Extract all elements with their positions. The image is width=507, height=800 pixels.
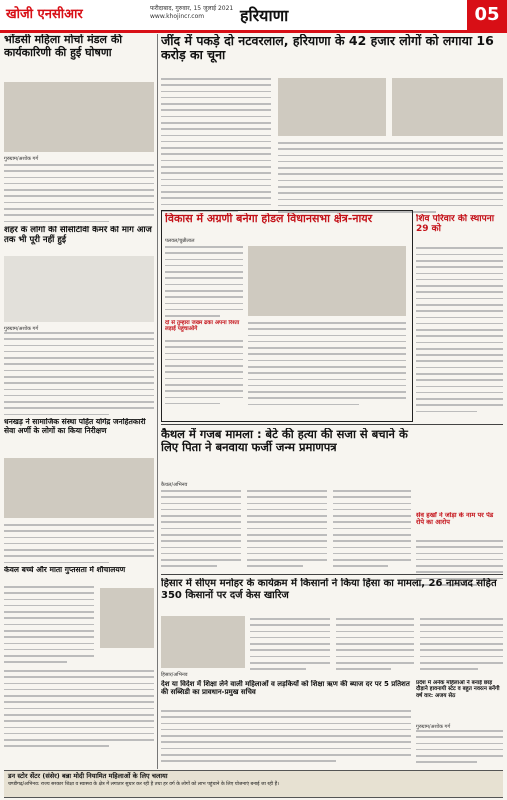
body-dhankhad [4, 524, 154, 568]
body-kaithal-col3 [333, 490, 411, 572]
headline-ajay-seth: प्रदेश में अनेक महिलाओं ने बनाई छाड़ दौड़ाने हावनायी स्टेट व बहुत नवरत्न बनेंगी वर्ष वार: अजय सेठ [416, 680, 500, 699]
banner-headline: डन स्टोर सेंटर (संसेर) बन्ना मोदी नियामित महिलाओं के लिए चलाया [8, 772, 168, 780]
article-cctv [4, 226, 154, 254]
headline-cctv: शहर के लोगों की सीसीटीवी कैमरे की मांग आज तक भी पूरी नहीं हुई [4, 226, 152, 245]
bottom-banner [4, 770, 503, 798]
photo-dhankhad [4, 458, 154, 518]
headline-jind: जींद में पकड़े दो नटवरलाल, हरियाणा के 42 हजार लोगों को लगाया 16 करोड़ का चूना [161, 34, 494, 63]
divider-hisar [161, 574, 503, 575]
photo-hisar [161, 616, 245, 668]
photo-cctv-cameras [4, 256, 154, 322]
article-ajay-seth [416, 680, 503, 720]
hodal-subhead: दो से तुम्हारा जख्म ढका अपना रिश्ता लड़ाई पहुंचाओगे [165, 320, 240, 333]
byline-bhondsi: गुरुग्राम/अशोक गर्ग [4, 156, 39, 162]
body-ajay-seth [416, 730, 503, 768]
article-jind [161, 34, 503, 74]
byline-hisar: हिसार/अभिनव [161, 672, 188, 678]
headline-shiv: शिव परिवार की स्थापना 29 को [416, 214, 495, 235]
date-line [150, 5, 233, 21]
masthead [0, 0, 507, 33]
article-kaithal [161, 428, 411, 478]
byline-hodal: पलवल/चुन्नीलाल [165, 238, 195, 244]
body-hisar-col3 [336, 618, 414, 675]
body-hodal-col1 [165, 246, 243, 321]
headline-dhankhad: धनखड़ ने सामाजिक संस्था पहिंत योगेंद्र जनहितकारी सेवा अर्णी के लोगों का किया निरीक्षण [4, 418, 146, 435]
byline-cctv: गुरुग्राम/अशोक गर्ग [4, 326, 39, 332]
byline-ajay-seth: गुरुग्राम/अशोक गर्ग [416, 724, 451, 730]
article-hodal [165, 213, 409, 233]
divider-kaithal [161, 424, 503, 425]
byline-kaithal: कैथल/अभिनव [161, 482, 188, 488]
body-right-col [416, 216, 503, 417]
column-divider-left [157, 34, 158, 769]
article-shiv [416, 214, 503, 244]
body-jind-col1 [161, 78, 271, 216]
photo-portrait [100, 588, 154, 648]
photo-bhondsi-meeting [4, 82, 154, 152]
photo-jind-accused [392, 78, 503, 136]
banner-text: चण्डीगढ़/अभिनव: राज्य सरकार शिक्षा व स्वास्थ्य के क्षेत्र में लगातार सुधार कर रही है तथा हर वर्ग के लोगों को लाभ पहुंचाने के लिए योजनाएं बनाई जा रही हैं। [8, 782, 279, 788]
body-hodal-col2 [248, 322, 406, 410]
body-toilet [4, 586, 94, 668]
headline-bhondsi: भोंडसी महिला मोर्चा मंडल की कार्यकारिणी की हुई घोषणा [4, 34, 123, 59]
headline-hisar: हिसार में सीएम मनोहर के कार्यक्रम में किसानों ने किया हिंसा का मामला, 26 नामजद सहित 350 किसानों पर दर्ज केस खारिज [161, 578, 497, 601]
headline-hodal: विकास में अग्रणी बनेगा होडल विधानसभा क्षेत्र-नायर [165, 213, 373, 225]
body-kaithal-col2 [247, 490, 327, 572]
brand-logo: खोजी एनसीआर [6, 7, 83, 22]
body-cctv [4, 332, 154, 420]
body-toilet-2 [4, 670, 154, 752]
body-edu-loan [161, 710, 411, 767]
body-bhondsi [4, 164, 154, 234]
body-kaithal-col1 [161, 490, 241, 572]
article-hisar [161, 578, 503, 612]
website-text: www.khojincr.com [150, 13, 205, 20]
body-jind-col2 [278, 142, 503, 217]
photo-hodal-event [248, 246, 406, 316]
headline-toilet: केवल बच्चे और माता गुप्तसता में शौचालयण [4, 566, 126, 574]
article-dhankhad [4, 418, 154, 454]
date-text: फरीदाबाद, गुरुवार, 15 जुलाई 2021 [150, 5, 234, 12]
article-trees [416, 512, 503, 536]
article-edu-loan [161, 680, 411, 708]
headline-edu-loan: देश या विदेश में शिक्षा लेने वाली महिलाओं व लड़कियों को शिक्षा ऋण की ब्याज दर पर 5 प्रतिशत की सब्सिडी का प्रावधान-प्रमुख सचिव [161, 680, 410, 697]
body-hodal-col1b [165, 340, 243, 409]
section-title: हरियाणा [240, 6, 289, 25]
article-toilet [4, 566, 154, 586]
body-hisar-col2 [250, 618, 330, 675]
body-hisar-col4 [420, 618, 503, 675]
headline-trees: सेव हर्खों ने जोड़ा के नाम पर पेंड रोपे का आरोप [416, 512, 494, 527]
headline-kaithal: कैथल में गजब मामला : बेटे की हत्या की सजा से बचाने के लिए पिता ने बनवाया फर्जी जन्म प्रमाणपत्र [161, 428, 408, 455]
photo-handcuffs [278, 78, 386, 136]
page-number: 05 [467, 0, 507, 30]
